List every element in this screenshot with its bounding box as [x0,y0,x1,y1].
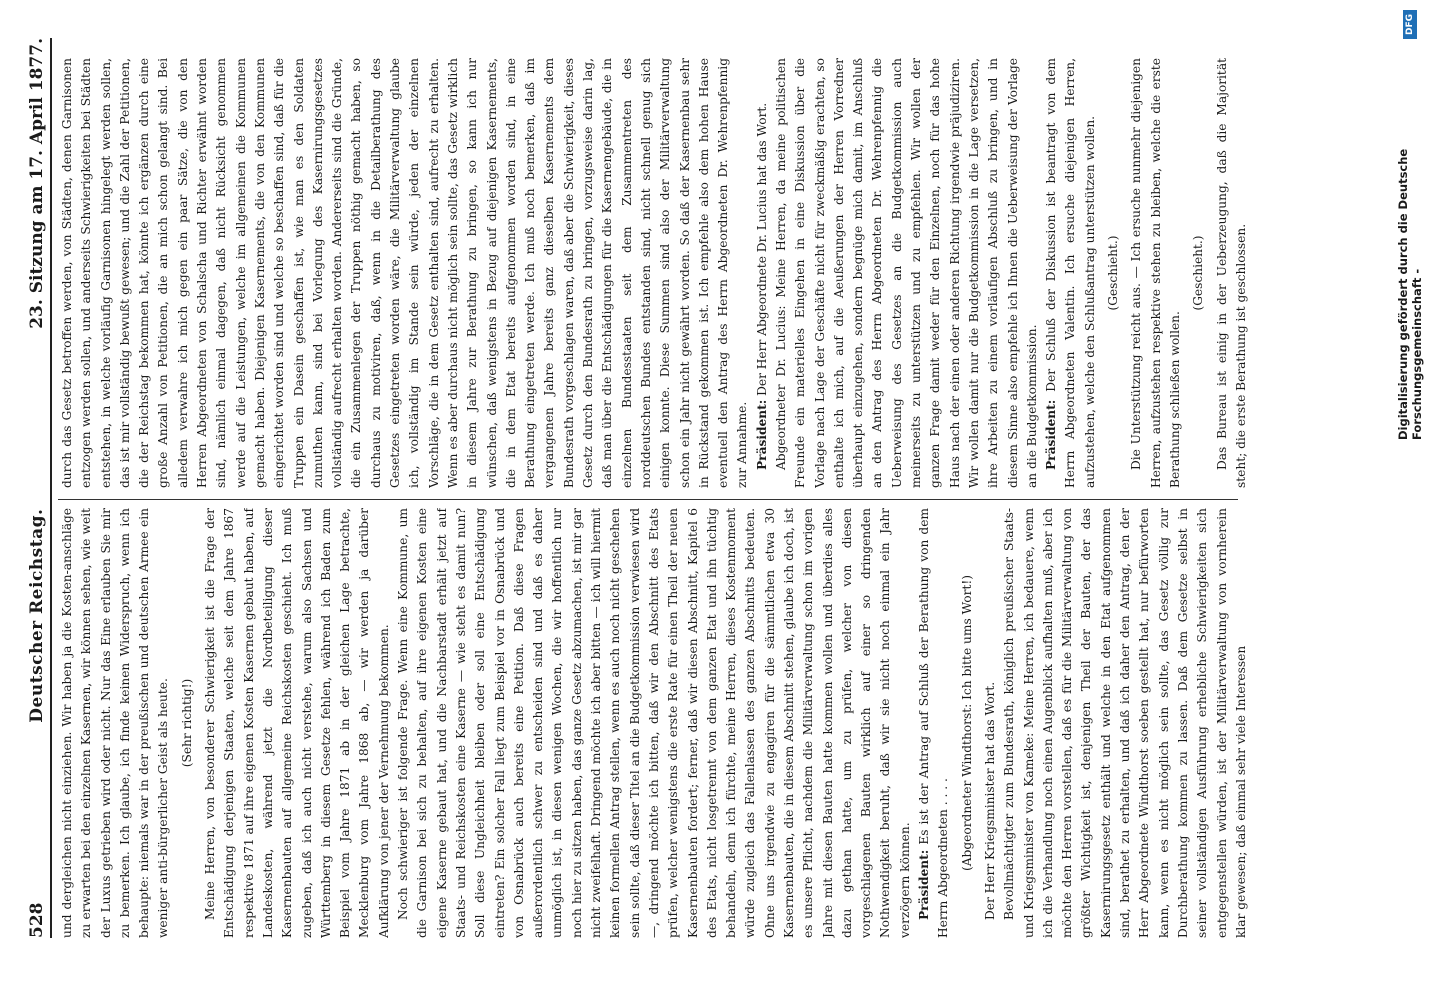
paragraph-text: und dergleichen nicht einziehen. Wir haben ja die Kosten-anschläge zu erwarten bei den einzelnen Kasernen, wir können sehen, wie weit der Luxus getrieben wird oder nicht. Nur das Eine erlauben Sie mir zu bemerken. Ich glaube, ich finde keinen Widerspruch, wenn ich behaupte: niemals war in der preußischen und deutschen Armee ein weniger anti-bürgerlicher Geist als heute. [60,508,171,938]
stage-direction [1189,58,1208,488]
paragraph [1000,508,1251,938]
paragraph [1042,58,1100,488]
publication-title: Deutscher Reichstag. [27,508,47,723]
paragraph [1213,58,1252,488]
page-number: 528 [27,902,47,938]
paragraph-text: Bevollmächtigter zum Bundesrath, königlich preußischer Staats- und Kriegsminister von Kameke: Meine Herren, ich bedauere, wenn ich die Verhandlung noch einen Augenblick aufhalten muß, aber ich möchte den Herren vorstellen, daß es für die Militärverwaltung von größter Wichtigkeit ist, denjenigen Theil der Bauten, der das Kasernirungsgesetz enthält und welche in den Etat aufgenommen sind, berathet zu erhalten, und daß ich daher den Antrag, den der Herr Abgeordnete Windthorst soeben gestellt hat, nur befürworten kann, wenn es nicht möglich sein sollte, das Gesetz völlig zur Durchberathung kommen zu lassen. Daß dem Gesetze selbst in seiner vollständigen Ausführung erhebliche Schwierigkeiten sich entgegenstellen würden, ist der Militärverwaltung von vornherein klar gewesen; daß einmal sehr viele Interessen [1002,508,1248,938]
speaker-label: Präsident: [754,399,769,470]
paragraph-text: Der Schluß der Diskussion ist beantragt von dem Herrn Abgeordneten Valentin. Ich ersuche diejenigen Herren, aufzustehen, welche den Schlußantrag unterstützen wollen. [1044,58,1097,488]
paragraph [772,58,1042,488]
credit-text: Digitalisierung gefördert durch die Deutsche Forschungsgemeinschaft - [1396,148,1424,440]
paragraph-text: Das Bureau ist einig in der Ueberzeugung, daß die Majorität steht; die erste Berathung ist geschlossen. [1214,58,1248,488]
stage-direction-text: (Abgeordneter Windthorst: Ich bitte ums Wort!) [959,575,974,872]
stage-direction [178,508,197,938]
paragraph [58,508,174,938]
stage-direction-text: (Geschieht.) [1191,235,1206,311]
paragraph [201,508,394,938]
paragraph-text: Der Herr Kriegsminister hat das Wort. [982,681,997,920]
paragraph-text: Meine Herren, von besonderer Schwierigkeit ist die Frage der Entschädigung derjenigen Staaten, welche seit dem Jahre 1867 respektive 1871 auf ihre eigenen Kosten Kasernen gebaut haben, auf Landeskosten, während jetzt die Nordbeteiligung dieser Kasernenbauten auf allgemeine Reichskosten geschieht. Ich muß zugeben, daß ich auch nicht verstehe, warum also Sachsen und Württemberg in diesem Gesetze fehlen, während ich Baden zum Beispiel vom Jahre 1871 ab in der gleichen Lage betrachte, Mecklenburg vom Jahre 1868 ab, — wir werden ja darüber Aufklärung von jener der Vernehmung bekommen. [203,508,391,938]
paragraph-text: Abgeordneter Dr. Lucius: Meine Herren, da meine politischen Freunde ein materielles Eingehen in eine Diskussion über die Vorlage nach Lage der Geschäfte nicht für zweckmäßig erachten, so enthalte ich mich, auf die Aeußerungen der Herren Vorredner überhaupt einzugehen, sondern begnüge mich damit, im Anschluß an den Antrag des Herrn Abgeordneten Dr. Wehrenpfennig die Ueberweisung des Gesetzes an die Budgetkommission auch meinerseits zu unterstützen und zu empfehlen. Wir wollen der ganzen Frage damit weder für den Einzelnen, noch für das hohe Haus nach der einen oder anderen Richtung irgendwie präjudiziren. Wir wollen damit nur die Budgetkommission in die Lage versetzen, ihre Arbeiten zu einem vorläufigen Abschluß zu bringen, und in diesem Sinne also empfehle ich Ihnen die Ueberweisung der Vorlage an die Budgetkommission. [773,58,1039,488]
left-column [58,508,1288,938]
stage-direction [958,508,977,938]
speaker-label: Präsident: [917,849,932,920]
paragraph [915,508,954,938]
stage-direction-text: (Sehr richtig!) [179,678,194,768]
paragraph-text: Noch schwieriger ist folgende Frage. Wenn eine Kommune, um die Garnison bei sich zu behalten, auf ihre eigenen Kosten eine eigene Kaserne gebaut hat, und die Nachbarstadt erhält jetzt auf Staats- und Reichskosten eine Kaserne — wie steht es damit nun? Soll diese Ungleichheit bleiben oder soll eine Entschädigung eintreten? Ein solcher Fall liegt zum Beispiel vor in Osnabrück und von Osnabrück auch bereits eine Petition. Daß diese Fragen außerordentlich schwer zu entscheiden sind und daß es daher unmöglich ist, in diesen wenigen Wochen, die wir hoffentlich nur noch hier zu sitzen haben, das ganze Gesetz abzumachen, ist mir gar nicht zweifelhaft. Dringend möchte ich aber bitten — ich will hiermit keinen formellen Antrag stellen, wenn es auch noch nicht geschehen sein sollte, daß dieser Titel an die Budgetkommission verwiesen wird —, dringend möchte ich bitten, daß wir den Abschnitt des Etats prüfen, welcher wenigstens die erste Rate für einen Theil der neuen Kasernenbauten fordert; ferner, daß wir diesen Abschnitt, Kapitel 6 des Etats, nicht losgetrennt von dem ganzen Etat und ihn tüchtig behandeln, denn ich fürchte, meine Herren, dieses Kostenmoment würde zugleich das Fallenlassen des ganzen Abschnitts bedeuten. Ohne uns irgendwie zu engagiren für die sämmtlichen etwa 30 Kasernenbauten, die in diesem Abschnitt stehen, glaube ich doch, ist es unsere Pflicht, nachdem die Militärverwaltung schon im vorigen Jahre mit diesen Bauten hatte kommen wollen und überdies alles dazu gethan hatte, um zu prüfen, welcher von diesen vorgeschlagenen Bauten wirklich auf einer so dringenden Nothwendigkeit beruht, daß wir sie nicht noch einmal ein Jahr verzögern können. [396,508,912,938]
paragraph [394,508,915,938]
right-column [58,58,1288,488]
column-divider [58,499,1238,500]
paragraph [981,508,1000,938]
paragraph-text: Es ist der Antrag auf Schluß der Berathung von dem Herrn Abgeordneten . . . . [917,508,951,938]
session-title: 23. Sitzung am 17. April 1877. [27,38,47,329]
dfg-logo: DFG [1403,10,1417,39]
digitization-credit [1396,10,1424,440]
paragraph-text: durch das Gesetz betroffen werden, von Städten, denen Garnisonen entzogen werden sollen, und anderseits Schwierigkeiten bei Städten entstehen, in welche vorläufig Garnisonen hingelegt werden sollen, das ist mir vollständig bewußt gewesen; und die Zahl der Petitionen, die der Reichstag bekommen hat, könnte ich ergänzen durch eine große Anzahl von Petitionen, die an mich schon gelangt sind. Bei alledem verwahre ich mich gegen ein paar Sätze, die von den Herren Abgeordneten von Schalscha und Richter erwähnt worden sind, nämlich einmal dagegen, daß nicht Rücksicht genommen werde auf die Leistungen, welche im allgemeinen die Kommunen gemacht haben. Diejenigen Kasernements, die von den Kommunen eingerichtet worden sind und welche so beschaffen sind, daß für die Truppen ein Dasein geschaffen ist, wie man es den Soldaten zumuthen kann, sind bei Vorlegung des Kasernirungsgesetzes vollständig aufrecht erhalten worden. Andererseits sind die Gründe, die ein Zusammenlegen der Truppen nöthig gemacht haben, so durchaus zu motiviren, daß, wenn in die Detailberathung des Gesetzes eingetreten worden wäre, die Militärverwaltung glaube ich, vollständig im Stande sein würde, jeden der einzelnen Vorschläge, die in dem Gesetz enthalten sind, aufrecht zu erhalten. Wenn es aber durchaus nicht möglich sein sollte, das Gesetz wirklich in diesem Jahre zur Berathung zu bringen, so kann ich nur wünschen, daß wenigstens in Bezug auf diejenigen Kasernements, die in dem Etat bereits aufgenommen worden sind, in eine Berathung eingetreten werde. Ich muß noch bemerken, daß im vergangenen Jahre bereits ganz dieselben Kasernements dem Bundesrath vorgeschlagen waren, daß aber die Schwierigkeit, dieses Gesetz durch den Bundesrath zu bringen, vorzugsweise darin lag, daß man über die Entschädigungen für die Kasernengebäude, die in einzelnen Bundesstaaten seit dem Zusammentreten des norddeutschen Bundes entstanden sind, nicht schnell genug sich einigen konnte. Diese Summen sind also der Militärverwaltung schon ein Jahr nicht gewährt worden. So daß der Kasernenbau sehr in Rückstand gekommen ist. Ich empfehle also dem hohen Hause eventuell den Antrag des Herrn Abgeordneten Dr. Wehrenpfennig zur Annahme. [60,58,750,488]
speaker-label: Präsident: [1044,399,1059,470]
paragraph [58,58,753,488]
stage-direction-text: (Geschieht.) [1106,235,1121,311]
paragraph-text: Der Herr Abgeordnete Dr. Lucius hat das Wort. [754,102,769,400]
page-header [24,38,52,938]
paragraph-text: Die Unterstützung reicht aus. — Ich ersuche nunmehr diejenigen Herren, aufzustehen respektive stehen zu bleiben, welche die erste Berathung schließen wollen. [1129,58,1182,488]
stage-direction [1104,58,1123,488]
paragraph [753,58,772,488]
paragraph [1127,58,1185,488]
